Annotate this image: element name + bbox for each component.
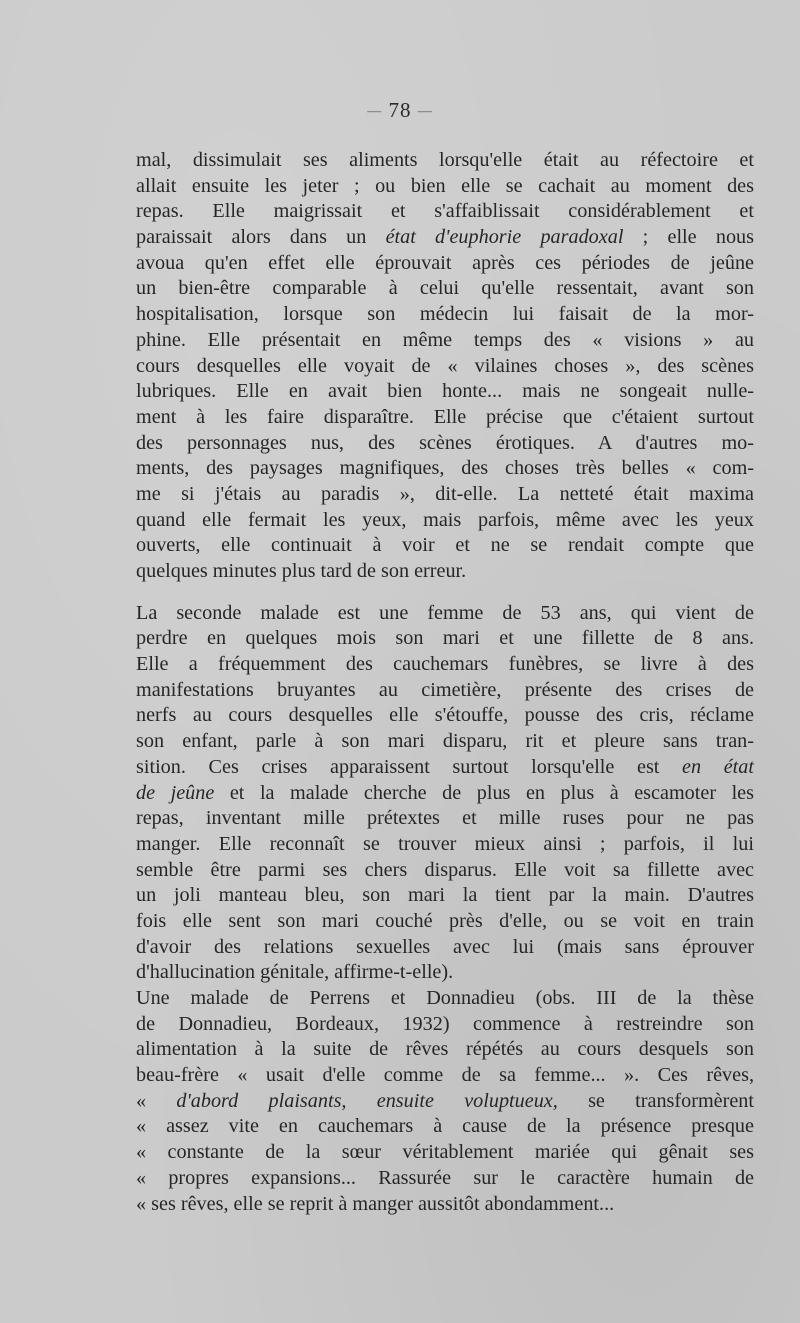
text-line [136, 755, 754, 781]
text-run: et la malade cherche de plus en plus à escamoter les [214, 781, 754, 804]
text-run: beau-frère « usait d'elle comme de sa femme... ». Ces rêves, [136, 1064, 754, 1087]
text-run: des personnages nus, des scènes érotiques. A d'autres mo- [136, 431, 754, 454]
text-run: « ses rêves, elle se reprit à manger aussitôt abondamment... [136, 1192, 615, 1215]
text-run: fois elle sent son mari couché près d'elle, ou se voit en train [136, 909, 754, 932]
text-run: un joli manteau bleu, son mari la tient par la main. D'autres [136, 884, 754, 907]
text-run: me si j'étais au paradis », dit-elle. La netteté était maxima [136, 482, 754, 505]
text-line [136, 302, 754, 328]
text-line [136, 148, 754, 174]
text-line [136, 832, 754, 858]
text-line [136, 986, 754, 1012]
text-run: sition. Ces crises apparaissent surtout lorsqu'elle est [136, 755, 683, 778]
text-run: avoua qu'en effet elle éprouvait après ces périodes de jeûne [136, 251, 754, 274]
text-run: repas. Elle maigrissait et s'affaiblissait considérablement et [136, 200, 754, 223]
text-run: semble être parmi ses chers disparus. Elle voit sa fillette avec [136, 858, 754, 881]
text-run: « [136, 1089, 177, 1112]
text-line [136, 456, 754, 482]
italic-text: de jeûne [136, 781, 215, 804]
text-run: allait ensuite les jeter ; ou bien elle se cachait au moment des [136, 174, 754, 197]
text-run: quelques minutes plus tard de son erreur. [136, 560, 467, 582]
text-run: « constante de la sœur véritablement mariée qui gênait ses [136, 1141, 754, 1164]
text-run: « assez vite en cauchemars à cause de la présence presque [136, 1115, 754, 1138]
text-run: ouverts, elle continuait à voir et ne se rendait compte que [136, 534, 754, 557]
text-line [136, 858, 754, 884]
text-run: ments, des paysages magnifiques, des choses très belles « com- [136, 457, 754, 480]
text-line [136, 328, 754, 354]
text-run: mal, dissimulait ses aliments lorsqu'elle était au réfectoire et [136, 149, 754, 171]
text-run: quand elle fermait les yeux, mais parfois, même avec les yeux [136, 508, 754, 531]
text-line [136, 1114, 754, 1140]
text-run: Elle a fréquemment des cauchemars funèbres, se livre à des [136, 653, 754, 676]
page-number-dash-right: — [417, 104, 433, 120]
text-line [136, 559, 754, 585]
body-text [136, 148, 754, 1217]
italic-text: d'abord plaisants, ensuite voluptueux, [176, 1089, 558, 1112]
text-run: cours desquelles elle voyait de « vilaines choses », des scènes [136, 354, 754, 377]
text-run: un bien-être comparable à celui qu'elle ressentait, avant son [136, 277, 754, 300]
text-line [136, 652, 754, 678]
paragraph-p2 [136, 601, 754, 986]
text-line [136, 405, 754, 431]
text-line [136, 1063, 754, 1089]
text-run: lubriques. Elle en avait bien honte... mais ne songeait nulle- [136, 380, 754, 403]
text-line [136, 431, 754, 457]
text-line [136, 883, 754, 909]
page-number-dash-left: — [367, 104, 383, 120]
paragraph-gap [136, 585, 754, 601]
text-line [136, 960, 754, 986]
text-run: ment à les faire disparaître. Elle précise que c'étaient surtout [136, 405, 754, 428]
text-line [136, 678, 754, 704]
text-line [136, 781, 754, 807]
text-line [136, 225, 754, 251]
text-line [136, 174, 754, 200]
text-line [136, 533, 754, 559]
text-run: La seconde malade est une femme de 53 ans, qui vient de [136, 601, 754, 624]
text-line [136, 508, 754, 534]
text-line [136, 276, 754, 302]
text-run: phine. Elle présentait en même temps des « visions » au [136, 328, 754, 351]
text-line [136, 626, 754, 652]
text-run: nerfs au cours desquelles elle s'étouffe, pousse des cris, réclame [136, 704, 754, 727]
text-run: paraissait alors dans un [136, 226, 386, 249]
page-number [0, 98, 800, 123]
text-line [136, 354, 754, 380]
text-line [136, 482, 754, 508]
text-line [136, 1192, 754, 1218]
text-run: d'avoir des relations sexuelles avec lui (mais sans éprouver [136, 935, 754, 958]
italic-text: état d'euphorie paradoxal [385, 226, 624, 249]
text-line [136, 703, 754, 729]
text-line [136, 251, 754, 277]
text-run: hospitalisation, lorsque son médecin lui faisait de la mor- [136, 303, 754, 326]
text-line [136, 1037, 754, 1063]
text-run: manger. Elle reconnaît se trouver mieux ainsi ; parfois, il lui [136, 832, 754, 855]
text-run: de Donnadieu, Bordeaux, 1932) commence à restreindre son [136, 1012, 754, 1035]
italic-text: en état [682, 755, 754, 778]
text-line [136, 601, 754, 627]
text-run: son enfant, parle à son mari disparu, rit et pleure sans tran- [136, 730, 754, 753]
text-line [136, 806, 754, 832]
text-line [136, 199, 754, 225]
text-line [136, 909, 754, 935]
text-run: perdre en quelques mois son mari et une fillette de 8 ans. [136, 627, 754, 650]
text-run: Une malade de Perrens et Donnadieu (obs. III de la thèse [136, 987, 754, 1009]
text-run: se transformèrent [557, 1089, 754, 1112]
text-run: d'hallucination génitale, affirme-t-elle). [136, 961, 454, 984]
text-line [136, 1012, 754, 1038]
text-run: « propres expansions... Rassurée sur le caractère humain de [136, 1166, 754, 1189]
text-line [136, 379, 754, 405]
text-run: repas, inventant mille prétextes et mille ruses pour ne pas [136, 807, 754, 830]
text-line [136, 1089, 754, 1115]
page-number-label: 78 [388, 98, 412, 122]
paragraph-p3 [136, 986, 754, 1217]
text-line [136, 935, 754, 961]
paragraph-p1 [136, 148, 754, 585]
text-line [136, 1140, 754, 1166]
text-line [136, 729, 754, 755]
text-run: alimentation à la suite de rêves répétés au cours desquels son [136, 1038, 754, 1061]
text-run: ; elle nous [623, 226, 754, 249]
text-run: manifestations bruyantes au cimetière, présente des crises de [136, 678, 754, 701]
text-line [136, 1166, 754, 1192]
